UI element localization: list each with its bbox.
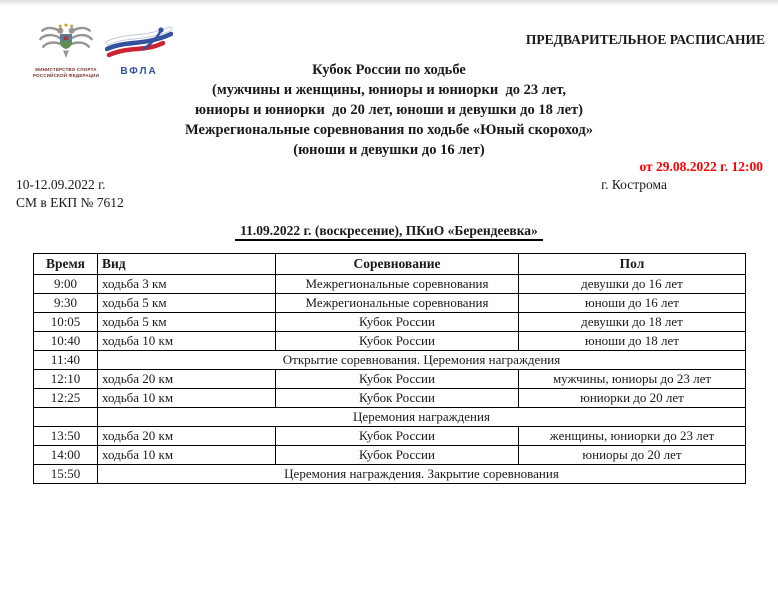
table-row [34,427,746,446]
header-competition: Соревнование [276,254,519,275]
vfla-logo-label: ВФЛА [120,66,158,77]
table-row-ceremony [34,408,746,427]
time-cell: 9:30 [34,294,98,313]
competition-cell: Кубок России [276,332,519,351]
time-cell: 11:40 [34,351,98,370]
competition-cell: Межрегиональные соревнования [276,294,519,313]
host-city: г. Кострома [601,177,667,192]
competition-cell: Кубок России [276,389,519,408]
day-venue-heading: 11.09.2022 г. (воскресение), ПКиО «Берендеевка» [0,223,778,239]
time-cell: 12:10 [34,370,98,389]
gender-cell: девушки до 18 лет [519,313,746,332]
header-time: Время [34,254,98,275]
ministry-logo-caption-line2: РОССИЙСКОЙ ФЕДЕРАЦИИ [32,73,100,78]
time-cell: 12:25 [34,389,98,408]
competition-cell: Кубок России [276,313,519,332]
event-type-cell: ходьба 5 км [98,294,276,313]
table-row [34,389,746,408]
revision-date-note: от 29.08.2022 г. 12:00 [639,159,763,174]
gender-cell: женщины, юниорки до 23 лет [519,427,746,446]
title-line-5: (юноши и девушки до 16 лет) [293,142,485,158]
event-type-cell: ходьба 20 км [98,370,276,389]
table-row [34,332,746,351]
time-cell [34,408,98,427]
table-row-ceremony [34,465,746,484]
time-cell: 15:50 [34,465,98,484]
gender-cell: юниорки до 20 лет [519,389,746,408]
page-top-edge [0,0,778,5]
double-headed-eagle-icon [35,23,97,61]
event-type-cell: ходьба 20 км [98,427,276,446]
table-row-ceremony [34,351,746,370]
title-line-2: (мужчины и женщины, юниоры и юниорки до 23 лет, [211,82,567,98]
competition-cell: Кубок России [276,446,519,465]
header-gender: Пол [519,254,746,275]
gender-cell: юноши до 18 лет [519,332,746,351]
title-line-1: Кубок России по ходьбе [312,62,466,78]
table-row [34,294,746,313]
table-row [34,275,746,294]
event-type-cell: ходьба 10 км [98,389,276,408]
title-line-3: юниоры и юниорки до 20 лет, юноши и девушки до 18 лет) [195,102,583,118]
ceremony-cell: Открытие соревнования. Церемония награждения [98,351,746,370]
event-type-cell: ходьба 3 км [98,275,276,294]
gender-cell: юноши до 16 лет [519,294,746,313]
time-cell: 10:40 [34,332,98,351]
ministry-logo-caption-line1: МИНИСТЕРСТВО СПОРТА [35,67,97,72]
event-dates: 10-12.09.2022 г. [16,177,106,192]
title-line-4: Межрегиональные соревнования по ходьбе «Юный скороход» [185,122,593,138]
time-cell: 10:05 [34,313,98,332]
time-cell: 9:00 [34,275,98,294]
event-type-cell: ходьба 10 км [98,446,276,465]
event-type-cell: ходьба 5 км [98,313,276,332]
competition-cell: Кубок России [276,370,519,389]
competition-title [0,60,778,160]
vfla-swoosh-walker-icon [105,26,173,62]
table-row [34,446,746,465]
gender-cell: мужчины, юниоры до 23 лет [519,370,746,389]
ekp-number: СМ в ЕКП № 7612 [16,195,124,210]
event-type-cell: ходьба 10 км [98,332,276,351]
gender-cell: юниоры до 20 лет [519,446,746,465]
header-type: Вид [98,254,276,275]
schedule-table [33,253,746,484]
table-header-row [34,254,746,275]
time-cell: 14:00 [34,446,98,465]
table-row [34,370,746,389]
ceremony-cell: Церемония награждения. Закрытие соревнования [98,465,746,484]
table-row [34,313,746,332]
ceremony-cell: Церемония награждения [98,408,746,427]
competition-cell: Кубок России [276,427,519,446]
competition-cell: Межрегиональные соревнования [276,275,519,294]
preliminary-schedule-heading: ПРЕДВАРИТЕЛЬНОЕ РАСПИСАНИЕ [525,32,765,47]
time-cell: 13:50 [34,427,98,446]
gender-cell: девушки до 16 лет [519,275,746,294]
